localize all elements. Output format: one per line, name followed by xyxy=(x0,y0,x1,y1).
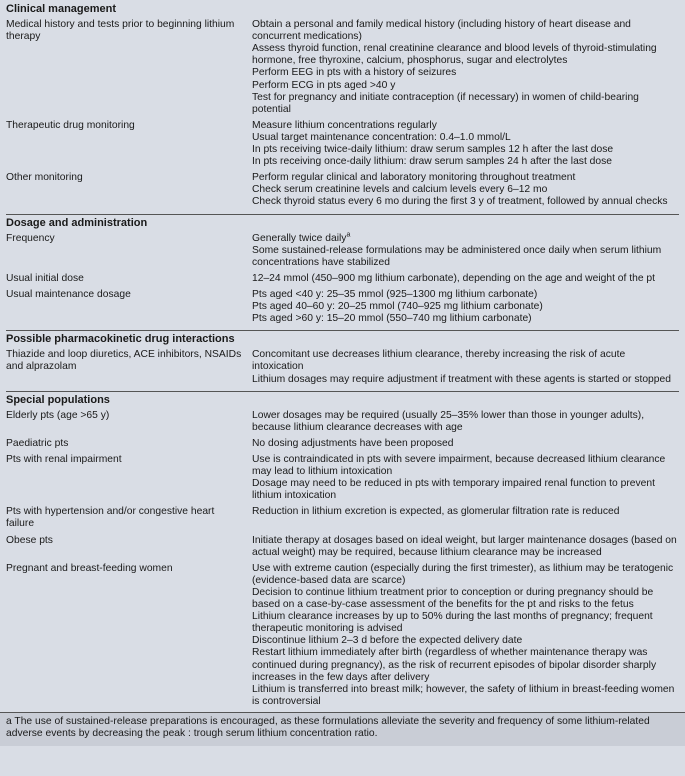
row-line: Pts aged <40 y: 25–35 mmol (925–1300 mg lithium carbonate) xyxy=(252,288,538,300)
row-content xyxy=(252,273,679,285)
row-label: Usual initial dose xyxy=(6,272,84,284)
row-line: Pts aged >60 y: 15–20 mmol (550–740 mg lithium carbonate) xyxy=(252,313,532,325)
row-label: Usual maintenance dosage xyxy=(6,288,131,300)
row-line: Lithium dosages may require adjustment if treatment with these agents is started or stopped xyxy=(252,373,671,385)
row-line: Check thyroid status every 6 mo during the first 3 y of treatment, followed by annual checks xyxy=(252,196,668,208)
row-label: Therapeutic drug monitoring xyxy=(6,119,135,131)
row-content xyxy=(252,535,679,559)
table-row xyxy=(6,533,679,561)
section-title: Special populations xyxy=(6,393,110,406)
row-label: Elderly pts (age >65 y) xyxy=(6,409,110,421)
table-row xyxy=(6,436,679,452)
section-special-populations xyxy=(6,393,679,712)
table-row xyxy=(6,452,679,504)
row-line: Check serum creatinine levels and calcium levels every 6–12 mo xyxy=(252,184,548,196)
table-row xyxy=(6,408,679,436)
row-line: Test for pregnancy and initiate contraception (if necessary) in women of child-bearing potential xyxy=(252,91,639,115)
section-divider xyxy=(6,214,679,215)
table-row xyxy=(6,504,679,532)
section-title: Dosage and administration xyxy=(6,216,148,229)
row-line: Lower dosages may be required (usually 25–35% lower than those in younger adults), because lithium clearance decreases with age xyxy=(252,409,645,433)
section-drug-interactions xyxy=(6,332,679,389)
row-label: Obese pts xyxy=(6,534,53,546)
row-content xyxy=(252,349,679,385)
row-label: Frequency xyxy=(6,232,55,244)
row-content xyxy=(252,19,679,116)
row-line: Obtain a personal and family medical history (including history of heart disease and concurrent medications) xyxy=(252,19,631,43)
row-line xyxy=(252,233,679,245)
table-row xyxy=(6,347,679,387)
section-divider xyxy=(6,391,679,392)
row-line: Lithium clearance increases by up to 50% during the last months of pregnancy; frequent therapeutic monitoring is advised xyxy=(252,611,653,635)
table-row xyxy=(6,170,679,210)
row-content xyxy=(252,563,679,708)
row-line: Assess thyroid function, renal creatinine clearance and blood levels of thyroid-stimulating hormone, free thyroxine, calcium, phosphorus, sugar and electrolytes xyxy=(252,43,657,67)
row-label: Paediatric pts xyxy=(6,437,69,449)
row-line: Concomitant use decreases lithium clearance, thereby increasing the risk of acute intoxication xyxy=(252,349,626,373)
row-line: Dosage may need to be reduced in pts with temporary impaired renal function to prevent lithium intoxication xyxy=(252,478,655,502)
section-title: Possible pharmacokinetic drug interactions xyxy=(6,333,235,346)
row-content xyxy=(252,438,679,450)
row-line: Perform ECG in pts aged >40 y xyxy=(252,79,396,91)
table-row xyxy=(6,231,679,271)
row-content xyxy=(252,233,679,269)
row-line: Some sustained-release formulations may be administered once daily when serum lithium concentrations have stabilized xyxy=(252,244,662,268)
table-footnote: a The use of sustained-release preparations is encouraged, as these formulations alleviate the severity and frequency of some lithium-related adverse events by decreasing the peak : trough serum lithium concentration ratio. xyxy=(0,712,685,746)
section-dosage-administration xyxy=(6,216,679,330)
row-line-text: Generally twice daily xyxy=(252,232,347,244)
row-line: Perform EEG in pts with a history of seizures xyxy=(252,67,457,79)
row-line: Reduction in lithium excretion is expected, as glomerular filtration rate is reduced xyxy=(252,506,620,518)
row-line: No dosing adjustments have been proposed xyxy=(252,437,454,449)
row-line: Usual target maintenance concentration: 0.4–1.0 mmol/L xyxy=(252,131,511,143)
row-line: 12–24 mmol (450–900 mg lithium carbonate), depending on the age and weight of the pt xyxy=(252,272,655,284)
row-line: Perform regular clinical and laboratory monitoring throughout treatment xyxy=(252,172,576,184)
row-content xyxy=(252,506,679,518)
row-label: Pregnant and breast-feeding women xyxy=(6,562,173,574)
row-line: Use with extreme caution (especially during the first trimester), as lithium may be teratogenic (evidence-based data are scarce) xyxy=(252,562,674,586)
row-content xyxy=(252,410,679,434)
table-row xyxy=(6,287,679,327)
row-label: Other monitoring xyxy=(6,172,83,184)
row-line: In pts receiving once-daily lithium: draw serum samples 24 h after the last dose xyxy=(252,156,612,168)
row-line: Use is contraindicated in pts with severe impairment, because decreased lithium clearance may lead to lithium intoxication xyxy=(252,454,666,478)
table-row xyxy=(6,561,679,710)
row-line: Decision to continue lithium treatment prior to conception or during pregnancy should be based on a case-by-case assessment of the benefits for the pt and risks to the fetus xyxy=(252,586,654,611)
table-row xyxy=(6,271,679,287)
row-label: Medical history and tests prior to beginning lithium therapy xyxy=(6,19,235,43)
row-content xyxy=(252,172,679,208)
footnote-marker: a xyxy=(346,231,351,239)
row-content xyxy=(252,454,679,502)
table-row xyxy=(6,118,679,170)
row-content xyxy=(252,120,679,168)
row-line: Lithium is transferred into breast milk; however, the safety of lithium in breast-feeding women is controversial xyxy=(252,683,675,707)
row-line: Discontinue lithium 2–3 d before the expected delivery date xyxy=(252,635,523,647)
row-label: Thiazide and loop diuretics, ACE inhibitors, NSAIDs and alprazolam xyxy=(6,349,242,373)
row-line: Measure lithium concentrations regularly xyxy=(252,119,437,131)
row-line: Restart lithium immediately after birth (regardless of whether maintenance therapy was continued during pregnancy), as the risk of recurrent episodes of bipolar disorder sharply increases in the few days after delivery xyxy=(252,647,657,683)
row-line: In pts receiving twice-daily lithium: draw serum samples 12 h after the last dose xyxy=(252,144,614,156)
section-title: Clinical management xyxy=(6,3,117,15)
row-line: Pts aged 40–60 y: 20–25 mmol (740–925 mg lithium carbonate) xyxy=(252,301,543,313)
section-divider xyxy=(6,330,679,331)
row-label: Pts with renal impairment xyxy=(6,454,122,465)
row-line: Initiate therapy at dosages based on ideal weight, but larger maintenance dosages (based on actual weight) may be required, because lithium clearance may be increased xyxy=(252,534,677,558)
table-row xyxy=(6,17,679,118)
row-content xyxy=(252,289,679,325)
section-clinical-management xyxy=(6,2,679,213)
row-label: Pts with hypertension and/or congestive heart failure xyxy=(6,506,215,530)
